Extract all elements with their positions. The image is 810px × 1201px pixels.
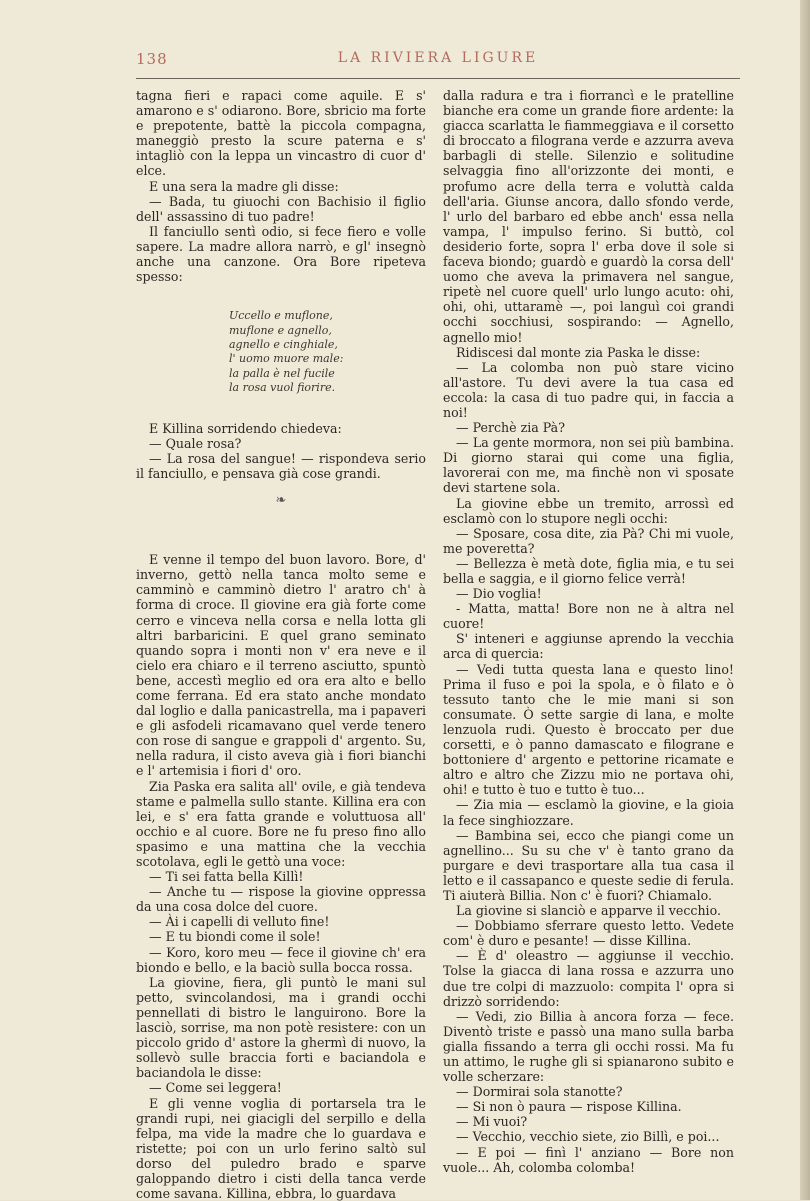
paragraph: — Mi vuoi? xyxy=(443,1114,734,1129)
paragraph: — Si non ò paura — rispose Killina. xyxy=(443,1099,734,1114)
paragraph: - Matta, matta! Bore non ne à altra nel cuore! xyxy=(443,601,734,631)
paragraph: — La gente mormora, non sei più bambina. Di giorno starai qui come una figlia, lavorerai con me, ma finchè non vi sposate devi startene sola. xyxy=(443,435,734,495)
paragraph: — Dio voglia! xyxy=(443,586,734,601)
paragraph: E gli venne voglia di portarsela tra le grandi rupi, nei giacigli del serpillo e della felpa, ma vide la madre che lo guardava e ristette; poi con un urlo ferino saltò sul dorso del puledro brado e sparve galoppando dietro i cisti della tanca verde come savana. Killina, ebbra, lo guardava xyxy=(136,1096,426,1201)
paragraph: Il fanciullo sentì odio, si fece fiero e volle sapere. La madre allora narrò, e gl' insegnò anche una canzone. Ora Bore ripeteva spesso: xyxy=(136,224,426,284)
running-title: LA RIVIERA LIGURE xyxy=(136,50,740,66)
paragraph: La giovine si slanciò e apparve il vecchio. xyxy=(443,903,734,918)
poem-line: agnello e cinghiale, xyxy=(229,338,426,352)
paragraph: La giovine, fiera, gli puntò le mani sul petto, svincolandosi, ma i grandi occhi pennellati di bistro le languirono. Bore la lasciò, sorrise, ma non potè resistere: con un piccolo grido d' astore la ghermì di nuovo, la sollevò sulle braccia forti e baciandola e baciandola le disse: xyxy=(136,975,426,1081)
page-header xyxy=(136,50,740,74)
poem-line: la palla è nel fucile xyxy=(229,367,426,381)
paragraph: — Vecchio, vecchio siete, zio Billì, e poi... xyxy=(443,1129,734,1144)
poem-line: Uccello e muflone, xyxy=(229,309,426,323)
paragraph: — E tu biondi come il sole! xyxy=(136,929,426,944)
paragraph: — Zia mia — esclamò la giovine, e la gioia la fece singhiozzare. xyxy=(443,797,734,827)
poem-line: l' uomo muore male: xyxy=(229,352,426,366)
paragraph: E venne il tempo del buon lavoro. Bore, d' inverno, gettò nella tanca molto seme e camminò e camminò dietro l' aratro ch' à forma di croce. Il giovine era già forte come cerro e vinceva nella corsa e nella lotta gli altri barbaricini. E quel grano seminato quando sopra i monti non v' era neve e il cielo era chiaro e il terreno asciutto, spuntò bene, accestì meglio ed ora era alto e bello come ferrana. Ed era stato anche mondato dal loglio e dalla panicastrella, ma i papaveri e gli asfodeli ricamavano quel verde tenero con rose di sangue e grappoli d' argento. Su, nella radura, il cisto aveva già i fiori bianchi e l' artemisia i fiori d' oro. xyxy=(136,552,426,778)
paragraph: — Quale rosa? xyxy=(136,436,426,451)
paragraph: — Sposare, cosa dite, zia Pà? Chi mi vuole, me poveretta? xyxy=(443,526,734,556)
paragraph: Zia Paska era salita all' ovile, e già tendeva stame e palmella sullo stante. Killina era con lei, e s' era fatta grande e voluttuosa all' occhio e al cuore. Bore ne fu preso fino allo spasimo e una mattina che la vecchia scotolava, egli le gettò una voce: xyxy=(136,779,426,870)
paragraph: — E poi — finì l' anziano — Bore non vuole... Ah, colomba colomba! xyxy=(443,1145,734,1175)
paragraph: — Come sei leggera! xyxy=(136,1080,426,1095)
paragraph: E una sera la madre gli disse: xyxy=(136,179,426,194)
paragraph: — La rosa del sangue! — rispondeva serio il fanciullo, e pensava già cose grandi. xyxy=(136,451,426,481)
paragraph: E Killina sorridendo chiedeva: xyxy=(136,421,426,436)
paragraph: — Ti sei fatta bella Killì! xyxy=(136,869,426,884)
paragraph: — Anche tu — rispose la giovine oppressa da una cosa dolce del cuore. xyxy=(136,884,426,914)
paragraph: Ridiscesi dal monte zia Paska le disse: xyxy=(443,345,734,360)
paragraph: La giovine ebbe un tremito, arrossì ed esclamò con lo stupore negli occhi: xyxy=(443,496,734,526)
paragraph: — La colomba non può stare vicino all'astore. Tu devi avere la tua casa ed eccola: la casa di tuo padre qui, in faccia a noi! xyxy=(443,360,734,420)
paragraph: — Bada, tu giuochi con Bachisio il figlio dell' assassino di tuo padre! xyxy=(136,194,426,224)
paragraph: — Bellezza è metà dote, figlia mia, e tu sei bella e saggia, e il giorno felice verrà! xyxy=(443,556,734,586)
right-column xyxy=(443,88,734,1175)
left-column xyxy=(136,88,426,1201)
paragraph: — Koro, koro meu — fece il giovine ch' era biondo e bello, e la baciò sulla bocca rossa. xyxy=(136,945,426,975)
paragraph: — Dormirai sola stanotte? xyxy=(443,1084,734,1099)
header-rule xyxy=(136,78,740,79)
poem-stanza xyxy=(229,309,426,395)
paragraph: — Ài i capelli di velluto fine! xyxy=(136,914,426,929)
paragraph: — Bambina sei, ecco che piangi come un agnellino... Su su che v' è tanto grano da purgare e devi trasportare alla tua casa il letto e il cassapanco e queste sedie di ferula. Ti aiuterà Billia. Non c' è fuori? Chiamalo. xyxy=(443,828,734,903)
poem-line: muflone e agnello, xyxy=(229,324,426,338)
paragraph: — Perchè zia Pà? xyxy=(443,420,734,435)
paragraph: — Vedi, zio Billia à ancora forza — fece. Diventò triste e passò una mano sulla barba gialla fissando a terra gli occhi rossi. Ma fu un attimo, le rughe gli si spianarono subito e volle scherzare: xyxy=(443,1009,734,1084)
paragraph: S' inteneri e aggiunse aprendo la vecchia arca di quercia: xyxy=(443,631,734,661)
section-ornament-icon: ❧ xyxy=(136,493,426,508)
poem-line: la rosa vuol fiorire. xyxy=(229,381,426,395)
paragraph: tagna fieri e rapaci come aquile. E s' amarono e s' odiarono. Bore, sbricio ma forte e prepotente, battè la piccola compagna, maneggiò presto la scure paterna e s' intagliò con la leppa un vincastro di cuor d' elce. xyxy=(136,88,426,179)
page-number: 138 xyxy=(136,50,168,68)
paragraph: dalla radura e tra i fiorrancì e le pratelline bianche era come un grande fiore ardente: la giacca scarlatta le fiammeggiava e il corsetto di broccato a filograna verde e azzurra aveva barbagli di stelle. Silenzio e solitudine selvaggia fino all'orizzonte dei monti, e profumo acre della terra e voluttà calda dell'aria. Giunse ancora, dallo sfondo verde, l' urlo del barbaro ed ebbe anch' essa nella vampa, l' impulso ferino. Si buttò, col desiderio forte, sopra l' erba dove il sole si faceva biondo; guardò e guardò la corsa dell' uomo che aveva la primavera nel sangue, ripetè nel cuore quell' urlo lungo acuto: ohi, ohi, ohi, uttaramè —, poi languì coi grandi occhi socchiusi, sospirando: — Agnello, agnello mio! xyxy=(443,88,734,345)
paragraph: — Vedi tutta questa lana e questo lino! Prima il fuso e poi la spola, e ò filato e ò tessuto tanto che le mie mani si son consumate. Ò sette sargie di lana, e molte lenzuola rudi. Questo è broccato per due corsetti, e ò panno damascato e filograne e bottoniere d' argento e pettorine ricamate e altro e altro che Zizzu mio ne portava ohi, ohi! e tutto è tuo e tutto è tuo... xyxy=(443,662,734,798)
paragraph: — È d' oleastro — aggiunse il vecchio. Tolse la giacca di lana rossa e azzurra uno due tre colpi di mazzuolo: compita l' opra si drizzò sorridendo: xyxy=(443,948,734,1008)
page-edge xyxy=(800,0,810,1200)
paragraph: — Dobbiamo sferrare questo letto. Vedete com' è duro e pesante! — disse Killina. xyxy=(443,918,734,948)
